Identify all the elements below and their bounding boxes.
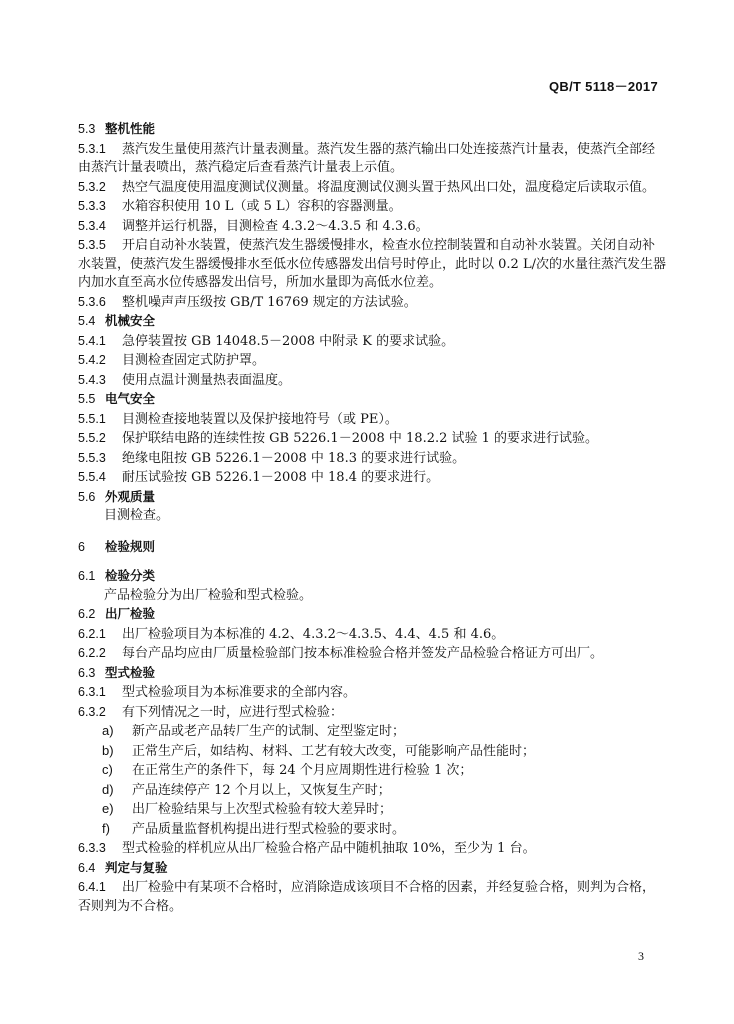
list-label: e): [102, 801, 114, 816]
clause-text: 绝缘电阻按 GB 5226.1－2008 中 18.3 的要求进行试验。: [122, 450, 466, 466]
section-number: 5.4: [78, 314, 96, 328]
clause-number: 5.4.1: [78, 333, 106, 348]
clause-number: 6.4.1: [78, 880, 106, 894]
clause-text: 型式检验的样机应从出厂检验合格产品中随机抽取 10%，至少为 1 台。: [122, 841, 536, 856]
clause-number: 5.5.3: [78, 450, 106, 465]
clause-text: 急停装置按 GB 14048.5－2008 中附录 K 的要求试验。: [122, 333, 455, 349]
chapter-heading: [78, 538, 658, 558]
clause: [78, 878, 658, 898]
clause-number: 6.3.3: [78, 841, 106, 855]
section-heading: [78, 605, 658, 625]
clause: [78, 236, 658, 256]
clause: [78, 140, 658, 160]
clause: [78, 178, 658, 198]
clause: [78, 703, 658, 723]
list-item: [78, 761, 658, 781]
clause-text: 使用点温计测量热表面温度。: [122, 372, 292, 388]
section-number: 6.4: [78, 860, 96, 875]
chapter-title: 检验规则: [105, 538, 156, 554]
clause: [78, 429, 658, 449]
clause-text: 每台产品均应由厂质量检验部门按本标准检验合格并签发产品检验合格证方可出厂。: [122, 646, 604, 661]
clause-number: 5.3.2: [78, 179, 106, 194]
clause-number: 5.3.6: [78, 294, 106, 309]
list-item: [78, 742, 658, 762]
clause-number: 5.3.3: [78, 199, 106, 213]
indented-text: 目测检查。: [104, 508, 170, 523]
standard-code-header: QB/T 5118－2017: [549, 79, 658, 94]
section-title: 检验分类: [105, 568, 156, 583]
document-body: [78, 120, 666, 916]
clause-number: 5.3.1: [78, 141, 106, 156]
clause-text: 热空气温度使用温度测试仪测量。将温度测试仪测头置于热风出口处，温度稳定后读取示值。: [122, 179, 656, 195]
section-number: 6.3: [78, 665, 96, 680]
clause-text: 调整并运行机器，目测检查 4.3.2～4.3.5 和 4.3.6。: [122, 218, 429, 234]
clause: [78, 293, 658, 313]
clause-number: 6.3.1: [78, 685, 106, 699]
clause-text: 耐压试验按 GB 5226.1－2008 中 18.4 的要求进行。: [122, 470, 440, 485]
list-item: [78, 781, 658, 801]
clause-text: 目测检查接地装置以及保护接地符号（或 PE）。: [122, 411, 398, 427]
list-item: [78, 800, 658, 820]
clause-text: 水箱容积使用 10 L（或 5 L）容积的容器测量。: [122, 199, 402, 214]
clause: [78, 197, 658, 217]
clause-number: 5.5.2: [78, 431, 106, 445]
section-title: 判定与复验: [105, 859, 168, 875]
section-title: 机械安全: [105, 313, 156, 328]
clause-number: 5.3.5: [78, 238, 106, 252]
clause-continuation: 内加水直至高水位传感器发出信号，所加水量即为高低水位差。: [78, 275, 443, 290]
clause-text: 保护联结电路的连续性按 GB 5226.1－2008 中 18.2.2 试验 1 的要求进行试验。: [122, 431, 599, 446]
clause-number: 5.3.4: [78, 218, 106, 233]
section-title: 电气安全: [105, 391, 156, 406]
section-heading: [78, 664, 658, 684]
clause-number: 5.5.4: [78, 470, 106, 484]
clause-text: 型式检验项目为本标准要求的全部内容。: [122, 685, 357, 700]
clause-text: 蒸汽发生量使用蒸汽计量表测量。蒸汽发生器的蒸汽输出口处连接蒸汽计量表，使蒸汽全部经: [122, 141, 656, 157]
clause-text: 整机噪声声压级按 GB/T 16769 规定的方法试验。: [122, 294, 417, 310]
section-number: 5.6: [78, 489, 96, 504]
section-heading: [78, 120, 658, 140]
list-text: 正常生产后，如结构、材料、工艺有较大改变，可能影响产品性能时；: [132, 743, 536, 759]
clause-number: 5.4.2: [78, 353, 106, 367]
section-heading: [78, 390, 658, 410]
clause: [78, 217, 658, 237]
section-heading: [78, 312, 658, 332]
clause-continuation: 否则判为不合格。: [78, 898, 183, 914]
indented-text: 产品检验分为出厂检验和型式检验。: [104, 587, 313, 603]
clause: [78, 644, 658, 664]
clause-continuation: 水装置，使蒸汽发生器缓慢排水至低水位传感器发出信号时停止，此时以 0.2 L/次的水量往蒸汽发生器: [78, 256, 666, 272]
section-heading: [78, 567, 658, 587]
section-number: 5.3: [78, 122, 96, 136]
section-number: 6.2: [78, 607, 96, 621]
clause-continuation: 由蒸汽计量表喷出，蒸汽稳定后查看蒸汽计量表上示值。: [78, 160, 404, 175]
section-title: 出厂检验: [105, 606, 156, 621]
clause: [78, 410, 658, 430]
clause-number: 6.2.1: [78, 626, 106, 641]
clause-text: 出厂检验中有某项不合格时，应消除造成该项目不合格的因素，并经复验合格，则判为合格，: [122, 880, 656, 895]
clause-number: 6.3.2: [78, 704, 106, 719]
list-item: [78, 820, 658, 840]
list-label: a): [102, 723, 114, 738]
clause-text: 目测检查固定式防护罩。: [122, 353, 266, 368]
clause-number: 6.2.2: [78, 646, 106, 660]
clause-number: 5.4.3: [78, 372, 106, 387]
clause-text: 出厂检验项目为本标准的 4.2、4.3.2～4.3.5、4.4、4.5 和 4.6。: [122, 626, 505, 642]
list-label: c): [102, 762, 113, 777]
section-heading: [78, 488, 658, 508]
clause: [78, 839, 658, 859]
list-label: f): [102, 820, 110, 836]
clause: [78, 468, 658, 488]
section-heading: [78, 859, 658, 879]
chapter-number: 6: [78, 539, 85, 554]
section-number: 5.5: [78, 392, 96, 406]
list-text: 新产品或老产品转厂生产的试制、定型鉴定时；: [132, 724, 406, 739]
clause: [78, 351, 658, 371]
list-text: 产品连续停产 12 个月以上，又恢复生产时；: [132, 782, 391, 798]
clause: [78, 332, 658, 352]
section-title: 外观质量: [105, 488, 156, 504]
list-text: 产品质量监督机构提出进行型式检验的要求时。: [132, 821, 406, 837]
clause-text: 有下列情况之一时，应进行型式检验：: [122, 704, 344, 720]
section-number: 6.1: [78, 569, 96, 583]
list-text: 出厂检验结果与上次型式检验有较大差异时；: [132, 802, 393, 817]
clause: [78, 625, 658, 645]
clause-number: 5.5.1: [78, 411, 106, 426]
section-title: 整机性能: [105, 121, 156, 136]
page-number: 3: [638, 949, 644, 963]
clause-text: 开启自动补水装置，使蒸汽发生器缓慢排水，检查水位控制装置和自动补水装置。关闭自动补: [122, 238, 656, 253]
list-label: d): [102, 781, 114, 797]
list-item: [78, 722, 658, 742]
clause: [78, 683, 658, 703]
list-label: b): [102, 742, 114, 758]
list-text: 在正常生产的条件下，每 24 个月应周期性进行检验 1 次；: [132, 763, 473, 778]
section-title: 型式检验: [105, 664, 156, 680]
clause: [78, 371, 658, 391]
clause: [78, 449, 658, 469]
